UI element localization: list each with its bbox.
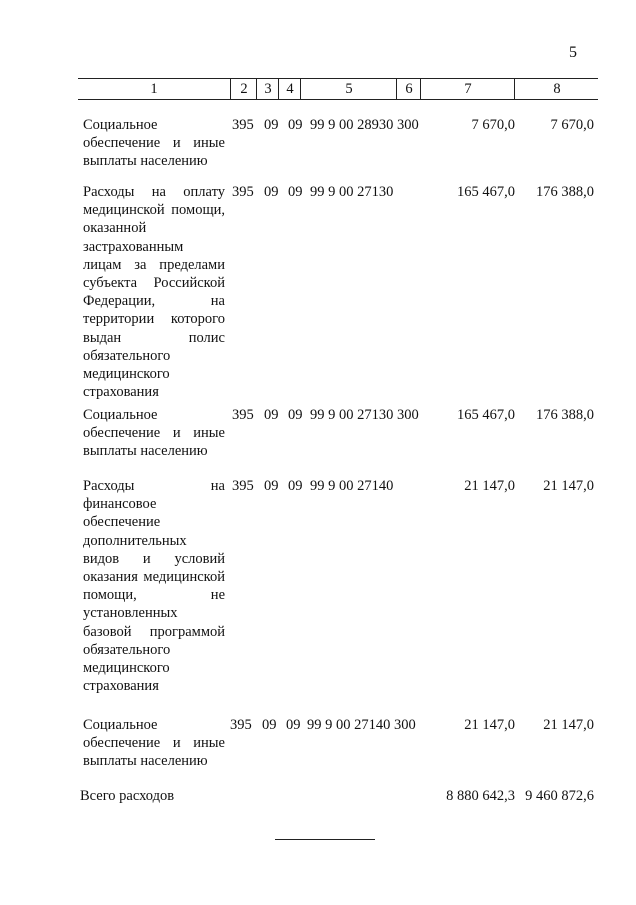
amount-year1: 21 147,0 [464, 717, 515, 733]
header-col-6: 6 [396, 79, 421, 99]
amount-year2: 21 147,0 [543, 478, 594, 494]
section-code: 09 [264, 184, 279, 200]
amount-year2: 7 670,0 [550, 117, 594, 133]
subsection-code: 09 [288, 184, 303, 200]
admin-code: 395 [230, 717, 252, 733]
target-code: 99 9 00 27140 [310, 478, 394, 494]
amount-year2: 21 147,0 [543, 717, 594, 733]
section-code: 09 [264, 478, 279, 494]
admin-code: 395 [232, 117, 254, 133]
header-col-7: 7 [420, 79, 515, 99]
subsection-code: 09 [288, 478, 303, 494]
admin-code: 395 [232, 407, 254, 423]
expense-type-code: 300 [397, 407, 419, 423]
row-description: Расходы на оплату медицинской помощи, оказанной застрахованным лицам за пределами субъекта Российской Федерации, на территории которого выдан полис обязательного медицинского страхования [83, 184, 225, 401]
subsection-code: 09 [288, 117, 303, 133]
amount-year1: 165 467,0 [457, 407, 515, 423]
amount-year2: 176 388,0 [536, 407, 594, 423]
header-col-2: 2 [230, 79, 257, 99]
admin-code: 395 [232, 184, 254, 200]
header-col-5: 5 [300, 79, 397, 99]
subsection-code: 09 [288, 407, 303, 423]
amount-year2: 176 388,0 [536, 184, 594, 200]
table-header [78, 78, 598, 100]
amount-year1: 7 670,0 [471, 117, 515, 133]
row-description: Социальное обеспечение и иные выплаты населению [83, 717, 225, 770]
section-code: 09 [264, 117, 279, 133]
page-number: 5 [569, 44, 577, 61]
expense-type-code: 300 [397, 117, 419, 133]
subsection-code: 09 [286, 717, 301, 733]
total-year2: 9 460 872,6 [525, 788, 594, 804]
footer-divider [275, 839, 375, 840]
target-code: 99 9 00 27130 [310, 407, 394, 423]
section-code: 09 [264, 407, 279, 423]
total-label: Всего расходов [80, 788, 175, 804]
row-description: Социальное обеспечение и иные выплаты населению [83, 117, 225, 170]
header-col-1: 1 [150, 81, 158, 97]
admin-code: 395 [232, 478, 254, 494]
target-code: 99 9 00 28930 [310, 117, 394, 133]
target-code: 99 9 00 27140 [307, 717, 391, 733]
header-col-3: 3 [256, 79, 279, 99]
expense-type-code: 300 [394, 717, 416, 733]
header-col-4: 4 [278, 79, 301, 99]
header-col-8: 8 [514, 79, 599, 99]
row-description: Расходы на финансовое обеспечение дополнительных видов и условий оказания медицинской помощи, не установленных базовой программой обязательного медицинского страхования [83, 478, 225, 695]
amount-year1: 21 147,0 [464, 478, 515, 494]
amount-year1: 165 467,0 [457, 184, 515, 200]
total-year1: 8 880 642,3 [446, 788, 515, 804]
section-code: 09 [262, 717, 277, 733]
row-description: Социальное обеспечение и иные выплаты населению [83, 407, 225, 460]
target-code: 99 9 00 27130 [310, 184, 394, 200]
